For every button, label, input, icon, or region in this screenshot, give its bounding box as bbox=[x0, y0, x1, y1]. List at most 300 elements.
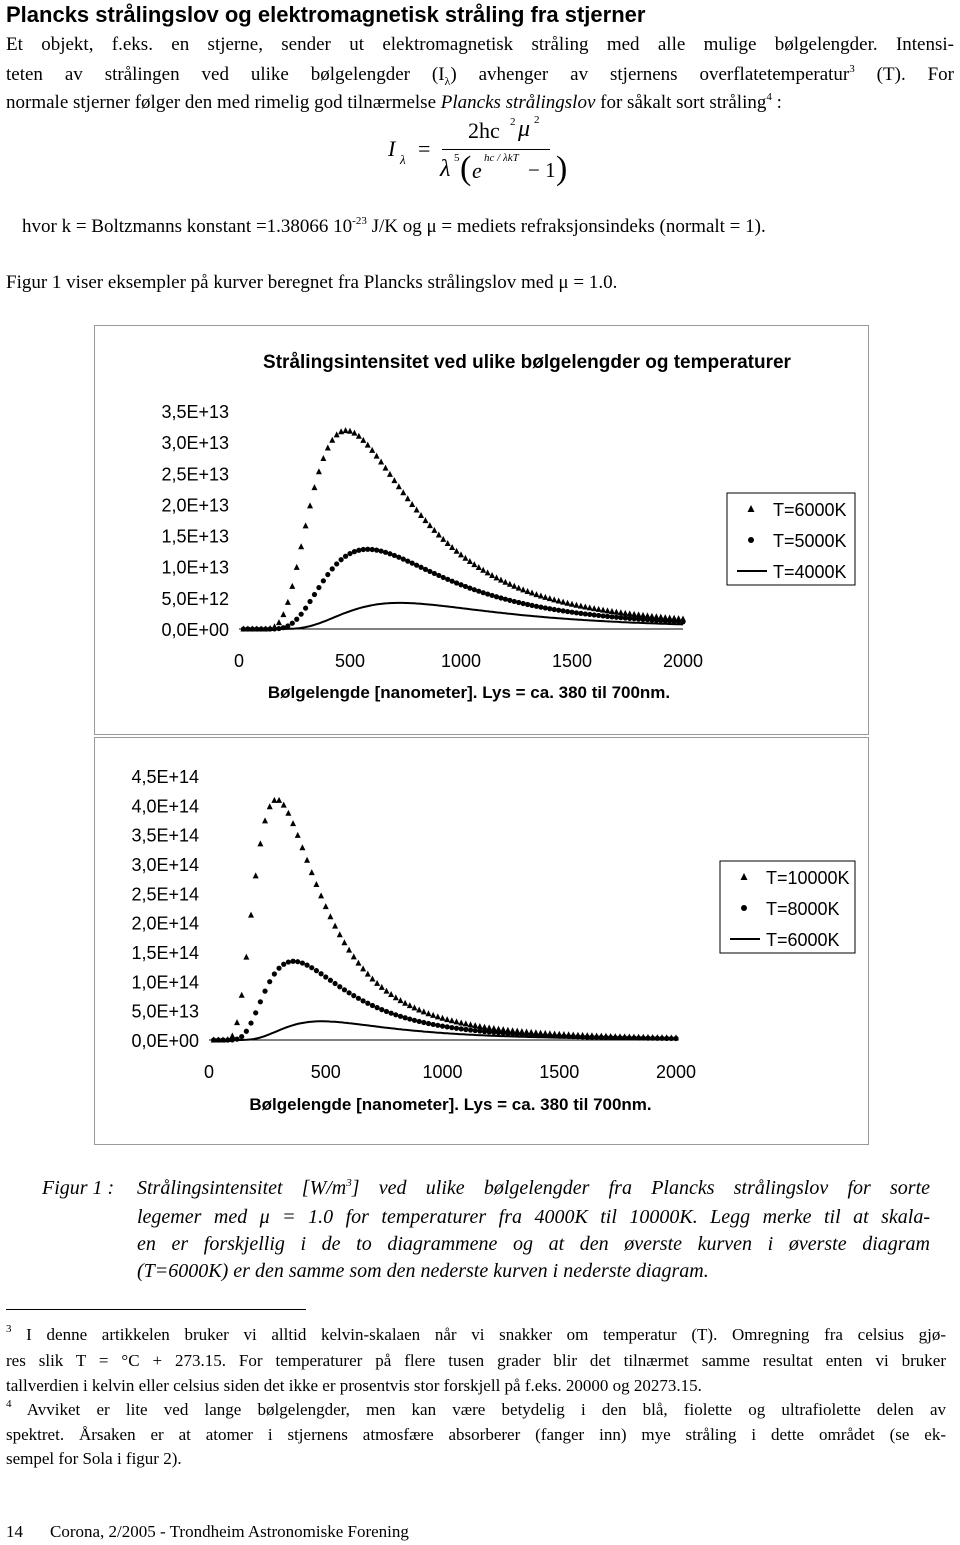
dot-point bbox=[618, 615, 623, 620]
triangle-point bbox=[627, 610, 633, 616]
dot-point bbox=[426, 1021, 431, 1026]
dot-point bbox=[468, 1027, 473, 1032]
footnote-4-line-1: $^4$ Avviket er lite ved lange bølgelengder, men kan være betydelig i den blå, fiolette og ultrafiolette delen av bbox=[6, 1398, 946, 1419]
dot-point bbox=[432, 571, 437, 576]
dot-point bbox=[239, 1034, 244, 1039]
triangle-point bbox=[332, 923, 338, 929]
triangle-point bbox=[343, 427, 349, 433]
triangle-point bbox=[631, 611, 637, 617]
x-tick-label: 500 bbox=[310, 1062, 341, 1082]
dot-point bbox=[496, 1030, 501, 1035]
dot-point bbox=[640, 617, 645, 622]
triangle-point bbox=[271, 797, 277, 803]
triangle-point bbox=[316, 468, 322, 474]
dot-point bbox=[343, 554, 348, 559]
triangle-point bbox=[565, 600, 571, 606]
dot-point bbox=[328, 978, 333, 983]
triangle-point bbox=[379, 984, 385, 990]
triangle-point bbox=[409, 501, 415, 507]
dot-point bbox=[365, 547, 370, 552]
caption-line-1: Strålingsintensitet $[W/m^3]$ ved ulike bølgelengder fra Plancks strålingslov for sorte bbox=[137, 1177, 931, 1199]
dot-point bbox=[561, 608, 566, 613]
triangle-point bbox=[421, 1008, 427, 1014]
dot-point bbox=[370, 547, 375, 552]
dot-point bbox=[325, 572, 330, 577]
dot-point bbox=[356, 996, 361, 1001]
dot-point bbox=[449, 1025, 454, 1030]
triangle-point bbox=[285, 599, 291, 605]
triangle-point bbox=[338, 428, 344, 434]
triangle-point bbox=[393, 994, 399, 1000]
dot-point bbox=[609, 614, 614, 619]
triangle-point bbox=[396, 483, 402, 489]
legend-label: T=10000K bbox=[766, 868, 850, 888]
dot-point bbox=[569, 610, 574, 615]
triangle-point bbox=[418, 512, 424, 518]
y-tick-label: 0,0E+00 bbox=[131, 1031, 199, 1051]
dot-point bbox=[472, 587, 477, 592]
dot-point bbox=[440, 1024, 445, 1029]
triangle-point bbox=[435, 1013, 441, 1019]
triangle-point bbox=[391, 477, 397, 483]
dot-point bbox=[410, 561, 415, 566]
dot-point bbox=[334, 561, 339, 566]
x-tick-label: 2000 bbox=[655, 1062, 697, 1082]
triangle-point bbox=[600, 607, 606, 613]
triangle-point bbox=[239, 992, 245, 998]
y-tick-label: 4,0E+14 bbox=[131, 796, 199, 817]
dot-point bbox=[529, 603, 534, 608]
dot-point bbox=[600, 613, 605, 618]
dot-point bbox=[477, 1028, 482, 1033]
triangle-point bbox=[477, 1023, 483, 1029]
triangle-point bbox=[573, 602, 579, 608]
y-tick-label: 3,5E+13 bbox=[161, 402, 229, 422]
dot-point bbox=[645, 617, 650, 622]
dot-point bbox=[347, 990, 352, 995]
dot-point bbox=[316, 585, 321, 590]
dot-point bbox=[290, 959, 295, 964]
triangle-point bbox=[472, 1022, 478, 1028]
triangle-point bbox=[454, 1018, 460, 1024]
dot-point bbox=[401, 557, 406, 562]
triangle-point bbox=[347, 428, 353, 434]
triangle-point bbox=[416, 1007, 422, 1013]
dot-point bbox=[658, 618, 663, 623]
dot-point bbox=[421, 1020, 426, 1025]
x-tick-label: 1500 bbox=[551, 651, 593, 671]
triangle-point bbox=[556, 598, 562, 604]
dot-point bbox=[300, 960, 305, 965]
dot-point bbox=[418, 565, 423, 570]
dot-point bbox=[272, 971, 277, 976]
dot-point bbox=[351, 993, 356, 998]
triangle-point bbox=[605, 607, 611, 613]
triangle-point bbox=[467, 558, 473, 564]
dot-point bbox=[632, 616, 637, 621]
dot-point bbox=[525, 602, 530, 607]
dot-point bbox=[614, 615, 619, 620]
triangle-point bbox=[248, 912, 254, 918]
dot-point bbox=[304, 963, 309, 968]
dot-point bbox=[487, 1029, 492, 1034]
x-tick-label: 500 bbox=[334, 651, 366, 671]
triangle-point bbox=[337, 931, 343, 937]
dot-point bbox=[294, 617, 299, 622]
dot-point bbox=[538, 605, 543, 610]
dot-point bbox=[374, 548, 379, 553]
dot-point bbox=[627, 616, 632, 621]
dot-point bbox=[605, 614, 610, 619]
dot-point bbox=[596, 613, 601, 618]
triangle-point bbox=[355, 960, 361, 966]
legend-label: T=8000K bbox=[766, 899, 840, 919]
triangle-point bbox=[529, 590, 535, 596]
x-tick-label: 1000 bbox=[440, 651, 482, 671]
dot-point bbox=[485, 591, 490, 596]
triangle-point bbox=[253, 872, 259, 878]
triangle-point bbox=[525, 588, 531, 594]
x-tick-label: 0 bbox=[233, 651, 245, 671]
triangle-point bbox=[311, 484, 317, 490]
y-tick-label: 2,5E+13 bbox=[161, 464, 229, 485]
chart-2 bbox=[94, 737, 869, 1145]
dot-point bbox=[498, 595, 503, 600]
dot-point bbox=[361, 547, 366, 552]
x-axis-label: Bølgelengde [nanometer]. Lys = ca. 380 til 700nm. bbox=[267, 683, 671, 702]
legend-label: T=6000K bbox=[766, 930, 840, 950]
triangle-point bbox=[318, 892, 324, 898]
page-number: 14 bbox=[6, 1522, 23, 1541]
triangle-point bbox=[298, 543, 304, 549]
dot-point bbox=[501, 1030, 506, 1035]
triangle-point bbox=[582, 604, 588, 610]
y-tick-label: 2,0E+13 bbox=[161, 495, 229, 516]
dot-point bbox=[423, 567, 428, 572]
dot-point bbox=[314, 968, 319, 973]
dot-point bbox=[321, 578, 326, 583]
x-tick-label: 2000 bbox=[662, 651, 704, 671]
dot-point bbox=[459, 1026, 464, 1031]
dot-point bbox=[253, 1010, 258, 1015]
triangle-point bbox=[458, 1019, 464, 1025]
triangle-point bbox=[468, 1021, 474, 1027]
dot-point bbox=[463, 584, 468, 589]
planck-formula: I λ = 2hc 2 μ 2 λ 5 ( e hc / λkT − 1 ) bbox=[388, 114, 568, 187]
chart-title: Strålingsintensitet ved ulike bølgelengder og temperaturer bbox=[263, 352, 791, 373]
triangle-point bbox=[378, 459, 384, 465]
dot-point bbox=[339, 557, 344, 562]
y-tick-label: 4,5E+14 bbox=[131, 767, 199, 787]
dot-point bbox=[649, 617, 654, 622]
triangle-point bbox=[289, 583, 295, 589]
dot-point bbox=[476, 589, 481, 594]
triangle-point bbox=[471, 561, 477, 567]
dot-point bbox=[290, 621, 295, 626]
dot-point bbox=[667, 618, 672, 623]
y-tick-label: 5,0E+12 bbox=[161, 588, 229, 609]
triangle-point bbox=[551, 596, 557, 602]
publication-footer: Corona, 2/2005 - Trondheim Astronomiske Forening bbox=[50, 1522, 409, 1541]
dot-point bbox=[342, 987, 347, 992]
dot-point bbox=[262, 989, 267, 994]
triangle-point bbox=[618, 609, 624, 615]
dot-point bbox=[393, 1012, 398, 1017]
figure-reference: Figur 1 viser eksempler på kurver beregnet fra Plancks strålingslov med μ = 1.0. bbox=[6, 272, 618, 293]
dot-point bbox=[332, 981, 337, 986]
dot-point bbox=[378, 548, 383, 553]
dot-point bbox=[403, 1015, 408, 1020]
dot-point bbox=[323, 974, 328, 979]
triangle-point bbox=[304, 857, 310, 863]
triangle-point bbox=[405, 495, 411, 501]
dot-point bbox=[441, 575, 446, 580]
dot-point bbox=[587, 612, 592, 617]
triangle-point bbox=[454, 548, 460, 554]
triangle-point bbox=[341, 939, 347, 945]
dot-point bbox=[481, 590, 486, 595]
triangle-point bbox=[533, 591, 539, 597]
triangle-point bbox=[388, 991, 394, 997]
dot-point bbox=[281, 962, 286, 967]
triangle-point bbox=[320, 455, 326, 461]
triangle-point bbox=[538, 592, 544, 598]
dot-point bbox=[623, 615, 628, 620]
legend-label: T=6000K bbox=[773, 500, 847, 520]
dot-point bbox=[505, 1031, 510, 1036]
dot-point bbox=[473, 1028, 478, 1033]
triangle-point bbox=[369, 447, 375, 453]
dot-point bbox=[312, 592, 317, 597]
dot-point bbox=[387, 551, 392, 556]
triangle-point bbox=[285, 810, 291, 816]
x-tick-label: 0 bbox=[203, 1062, 215, 1082]
dot-point bbox=[258, 999, 263, 1004]
y-tick-label: 2,0E+14 bbox=[131, 913, 199, 934]
dot-point bbox=[427, 569, 432, 574]
footnote-3-line-2: res slik T = °C + 273.15. For temperaturer på flere tusen grader blir det tilnærmet samme resultat enten vi bruker bbox=[6, 1351, 946, 1370]
triangle-point bbox=[356, 433, 362, 439]
intro-line-2: teten av strålingen ved ulike bølgelengder $(I_\lambda)$ avhenger av stjernens overflatetemperatur$^3$ (T). For bbox=[6, 63, 955, 88]
triangle-point bbox=[323, 903, 329, 909]
x-tick-label: 1000 bbox=[422, 1062, 463, 1082]
triangle-point bbox=[313, 881, 319, 887]
triangle-point bbox=[387, 471, 393, 477]
y-tick-label: 1,5E+13 bbox=[161, 526, 229, 547]
dot-point bbox=[467, 586, 472, 591]
dot-point bbox=[454, 1026, 459, 1031]
dot-point bbox=[412, 1018, 417, 1023]
dot-point bbox=[244, 1029, 249, 1034]
dot-point bbox=[458, 582, 463, 587]
dot-point bbox=[583, 611, 588, 616]
dot-point bbox=[398, 1014, 403, 1019]
footnote-4-line-2: spektret. Årsaken er at atomer i stjernens atmosfære absorberer (fanger inn) mye stråling i dette området (se ek- bbox=[6, 1425, 946, 1444]
dot-point bbox=[330, 566, 335, 571]
y-tick-label: 1,0E+13 bbox=[161, 557, 229, 578]
triangle-point bbox=[587, 604, 593, 610]
triangle-point bbox=[295, 832, 301, 838]
x-tick-label: 1500 bbox=[539, 1062, 580, 1082]
dot-point bbox=[463, 1027, 468, 1032]
triangle-point bbox=[374, 453, 380, 459]
dot-point bbox=[565, 609, 570, 614]
dot-point bbox=[356, 548, 361, 553]
triangle-point bbox=[280, 611, 286, 617]
triangle-point bbox=[276, 797, 282, 803]
triangle-point bbox=[482, 1024, 488, 1030]
chart-1-svg bbox=[95, 326, 868, 734]
dot-point bbox=[445, 1024, 450, 1029]
dot-point bbox=[375, 1005, 380, 1010]
triangle-point bbox=[309, 869, 315, 875]
caption-line-4: (T=6000K) er den samme som den nederste kurven i nederste diagram. bbox=[137, 1260, 709, 1282]
dot-point bbox=[267, 979, 272, 984]
triangle-point bbox=[383, 465, 389, 471]
dot-point bbox=[295, 959, 300, 964]
legend-label: T=4000K bbox=[773, 562, 847, 582]
triangle-point bbox=[560, 599, 566, 605]
dot-point bbox=[482, 1029, 487, 1034]
y-tick-label: 3,0E+14 bbox=[131, 855, 199, 875]
dot-point bbox=[309, 965, 314, 970]
dot-point bbox=[299, 612, 304, 617]
dot-point bbox=[489, 593, 494, 598]
triangle-point bbox=[430, 1012, 436, 1018]
triangle-point bbox=[383, 988, 389, 994]
dot-point bbox=[347, 551, 352, 556]
dot-point bbox=[383, 550, 388, 555]
dot-point bbox=[534, 604, 539, 609]
intro-line-3: normale stjerner følger den med rimelig god tilnærmelse Plancks strålingslov for såkalt sort stråling$^4$ : bbox=[6, 91, 782, 113]
footnote-rule bbox=[6, 1309, 306, 1310]
dot-point bbox=[389, 1011, 394, 1016]
legend-dot-marker bbox=[741, 905, 747, 911]
triangle-point bbox=[325, 445, 331, 451]
triangle-point bbox=[547, 595, 553, 601]
dot-point bbox=[512, 599, 517, 604]
constants-line: hvor k = Boltzmanns konstant =1.38066 $10^{-23}$ J/K og μ = mediets refraksjonsindeks (normalt = 1). bbox=[22, 215, 766, 237]
triangle-point bbox=[400, 489, 406, 495]
triangle-point bbox=[307, 502, 313, 508]
triangle-point bbox=[234, 1019, 240, 1025]
legend-dot-marker bbox=[748, 537, 754, 543]
triangle-point bbox=[463, 1020, 469, 1026]
triangle-point bbox=[243, 954, 249, 960]
triangle-point bbox=[425, 1010, 431, 1016]
dot-point bbox=[417, 1019, 422, 1024]
dot-point bbox=[361, 998, 366, 1003]
dot-point bbox=[547, 606, 552, 611]
caption-line-3: en er forskjellig i de to diagrammene og at den øverste kurven i øverste diagram bbox=[137, 1233, 930, 1255]
dot-point bbox=[286, 959, 291, 964]
triangle-point bbox=[578, 603, 584, 609]
triangle-point bbox=[360, 965, 366, 971]
triangle-point bbox=[365, 971, 371, 977]
dot-point bbox=[431, 1022, 436, 1027]
triangle-point bbox=[444, 1016, 450, 1022]
dot-point bbox=[352, 549, 357, 554]
y-tick-label: 1,5E+14 bbox=[131, 943, 199, 963]
triangle-point bbox=[569, 601, 575, 607]
triangle-point bbox=[458, 551, 464, 557]
caption-line-2: legemer med μ = 1.0 for temperaturer fra 4000K til 10000K. Legg merke til at skala- bbox=[137, 1206, 930, 1228]
triangle-point bbox=[440, 1015, 446, 1021]
article-title: Plancks strålingslov og elektromagnetisk stråling fra stjerner bbox=[6, 2, 646, 27]
triangle-point bbox=[334, 431, 340, 437]
triangle-point bbox=[613, 609, 619, 615]
dot-point bbox=[276, 966, 281, 971]
dot-point bbox=[592, 612, 597, 617]
dot-point bbox=[574, 610, 579, 615]
dot-point bbox=[521, 601, 526, 606]
y-tick-label: 5,0E+13 bbox=[131, 1001, 199, 1022]
triangle-point bbox=[267, 803, 273, 809]
dot-point bbox=[337, 984, 342, 989]
y-tick-label: 3,0E+13 bbox=[161, 433, 229, 454]
dot-point bbox=[379, 1007, 384, 1012]
dot-point bbox=[384, 1009, 389, 1014]
triangle-point bbox=[596, 606, 602, 612]
dot-point bbox=[307, 599, 312, 604]
dot-point bbox=[396, 555, 401, 560]
chart-1 bbox=[94, 325, 869, 735]
dot-point bbox=[407, 1016, 412, 1021]
triangle-point bbox=[591, 605, 597, 611]
dot-point bbox=[507, 598, 512, 603]
triangle-point bbox=[449, 1017, 455, 1023]
dot-point bbox=[365, 1001, 370, 1006]
intro-line-1: Et objekt, f.eks. en stjerne, sender ut elektromagnetisk stråling med alle mulige bølgelengder. Intensi- bbox=[6, 34, 954, 55]
dot-point bbox=[516, 600, 521, 605]
dot-point bbox=[556, 608, 561, 613]
dot-point bbox=[654, 618, 659, 623]
dot-point bbox=[494, 594, 499, 599]
dot-point bbox=[285, 623, 290, 628]
triangle-point bbox=[351, 953, 357, 959]
triangle-point bbox=[327, 913, 333, 919]
y-tick-label: 2,5E+14 bbox=[131, 884, 199, 905]
dot-point bbox=[405, 559, 410, 564]
triangle-point bbox=[622, 610, 628, 616]
dot-point bbox=[370, 1003, 375, 1008]
triangle-point bbox=[462, 555, 468, 561]
footnote-4-line-3: sempel for Sola i figur 2). bbox=[6, 1449, 182, 1468]
caption-label: Figur 1 : bbox=[42, 1177, 115, 1199]
y-tick-label: 0,0E+00 bbox=[161, 620, 229, 640]
triangle-point bbox=[290, 820, 296, 826]
triangle-point bbox=[329, 437, 335, 443]
dot-point bbox=[248, 1020, 253, 1025]
triangle-point bbox=[542, 594, 548, 600]
dot-point bbox=[552, 607, 557, 612]
x-axis-label: Bølgelengde [nanometer]. Lys = ca. 380 til 700nm. bbox=[249, 1095, 652, 1114]
triangle-point bbox=[257, 840, 263, 846]
triangle-point bbox=[299, 844, 305, 850]
dot-point bbox=[578, 611, 583, 616]
dot-point bbox=[436, 573, 441, 578]
legend-label: T=5000K bbox=[773, 531, 847, 551]
footnote-3-line-1: $^3$ I denne artikkelen bruker vi alltid kelvin-skalaen når vi snakker om temperatur (T). Omregning fra celsius gjø- bbox=[6, 1323, 946, 1344]
triangle-point bbox=[294, 564, 300, 570]
dot-point bbox=[414, 563, 419, 568]
triangle-point bbox=[346, 947, 352, 953]
triangle-point bbox=[262, 817, 268, 823]
triangle-point bbox=[422, 517, 428, 523]
triangle-point bbox=[276, 619, 282, 625]
dot-point bbox=[392, 553, 397, 558]
dot-point bbox=[491, 1030, 496, 1035]
